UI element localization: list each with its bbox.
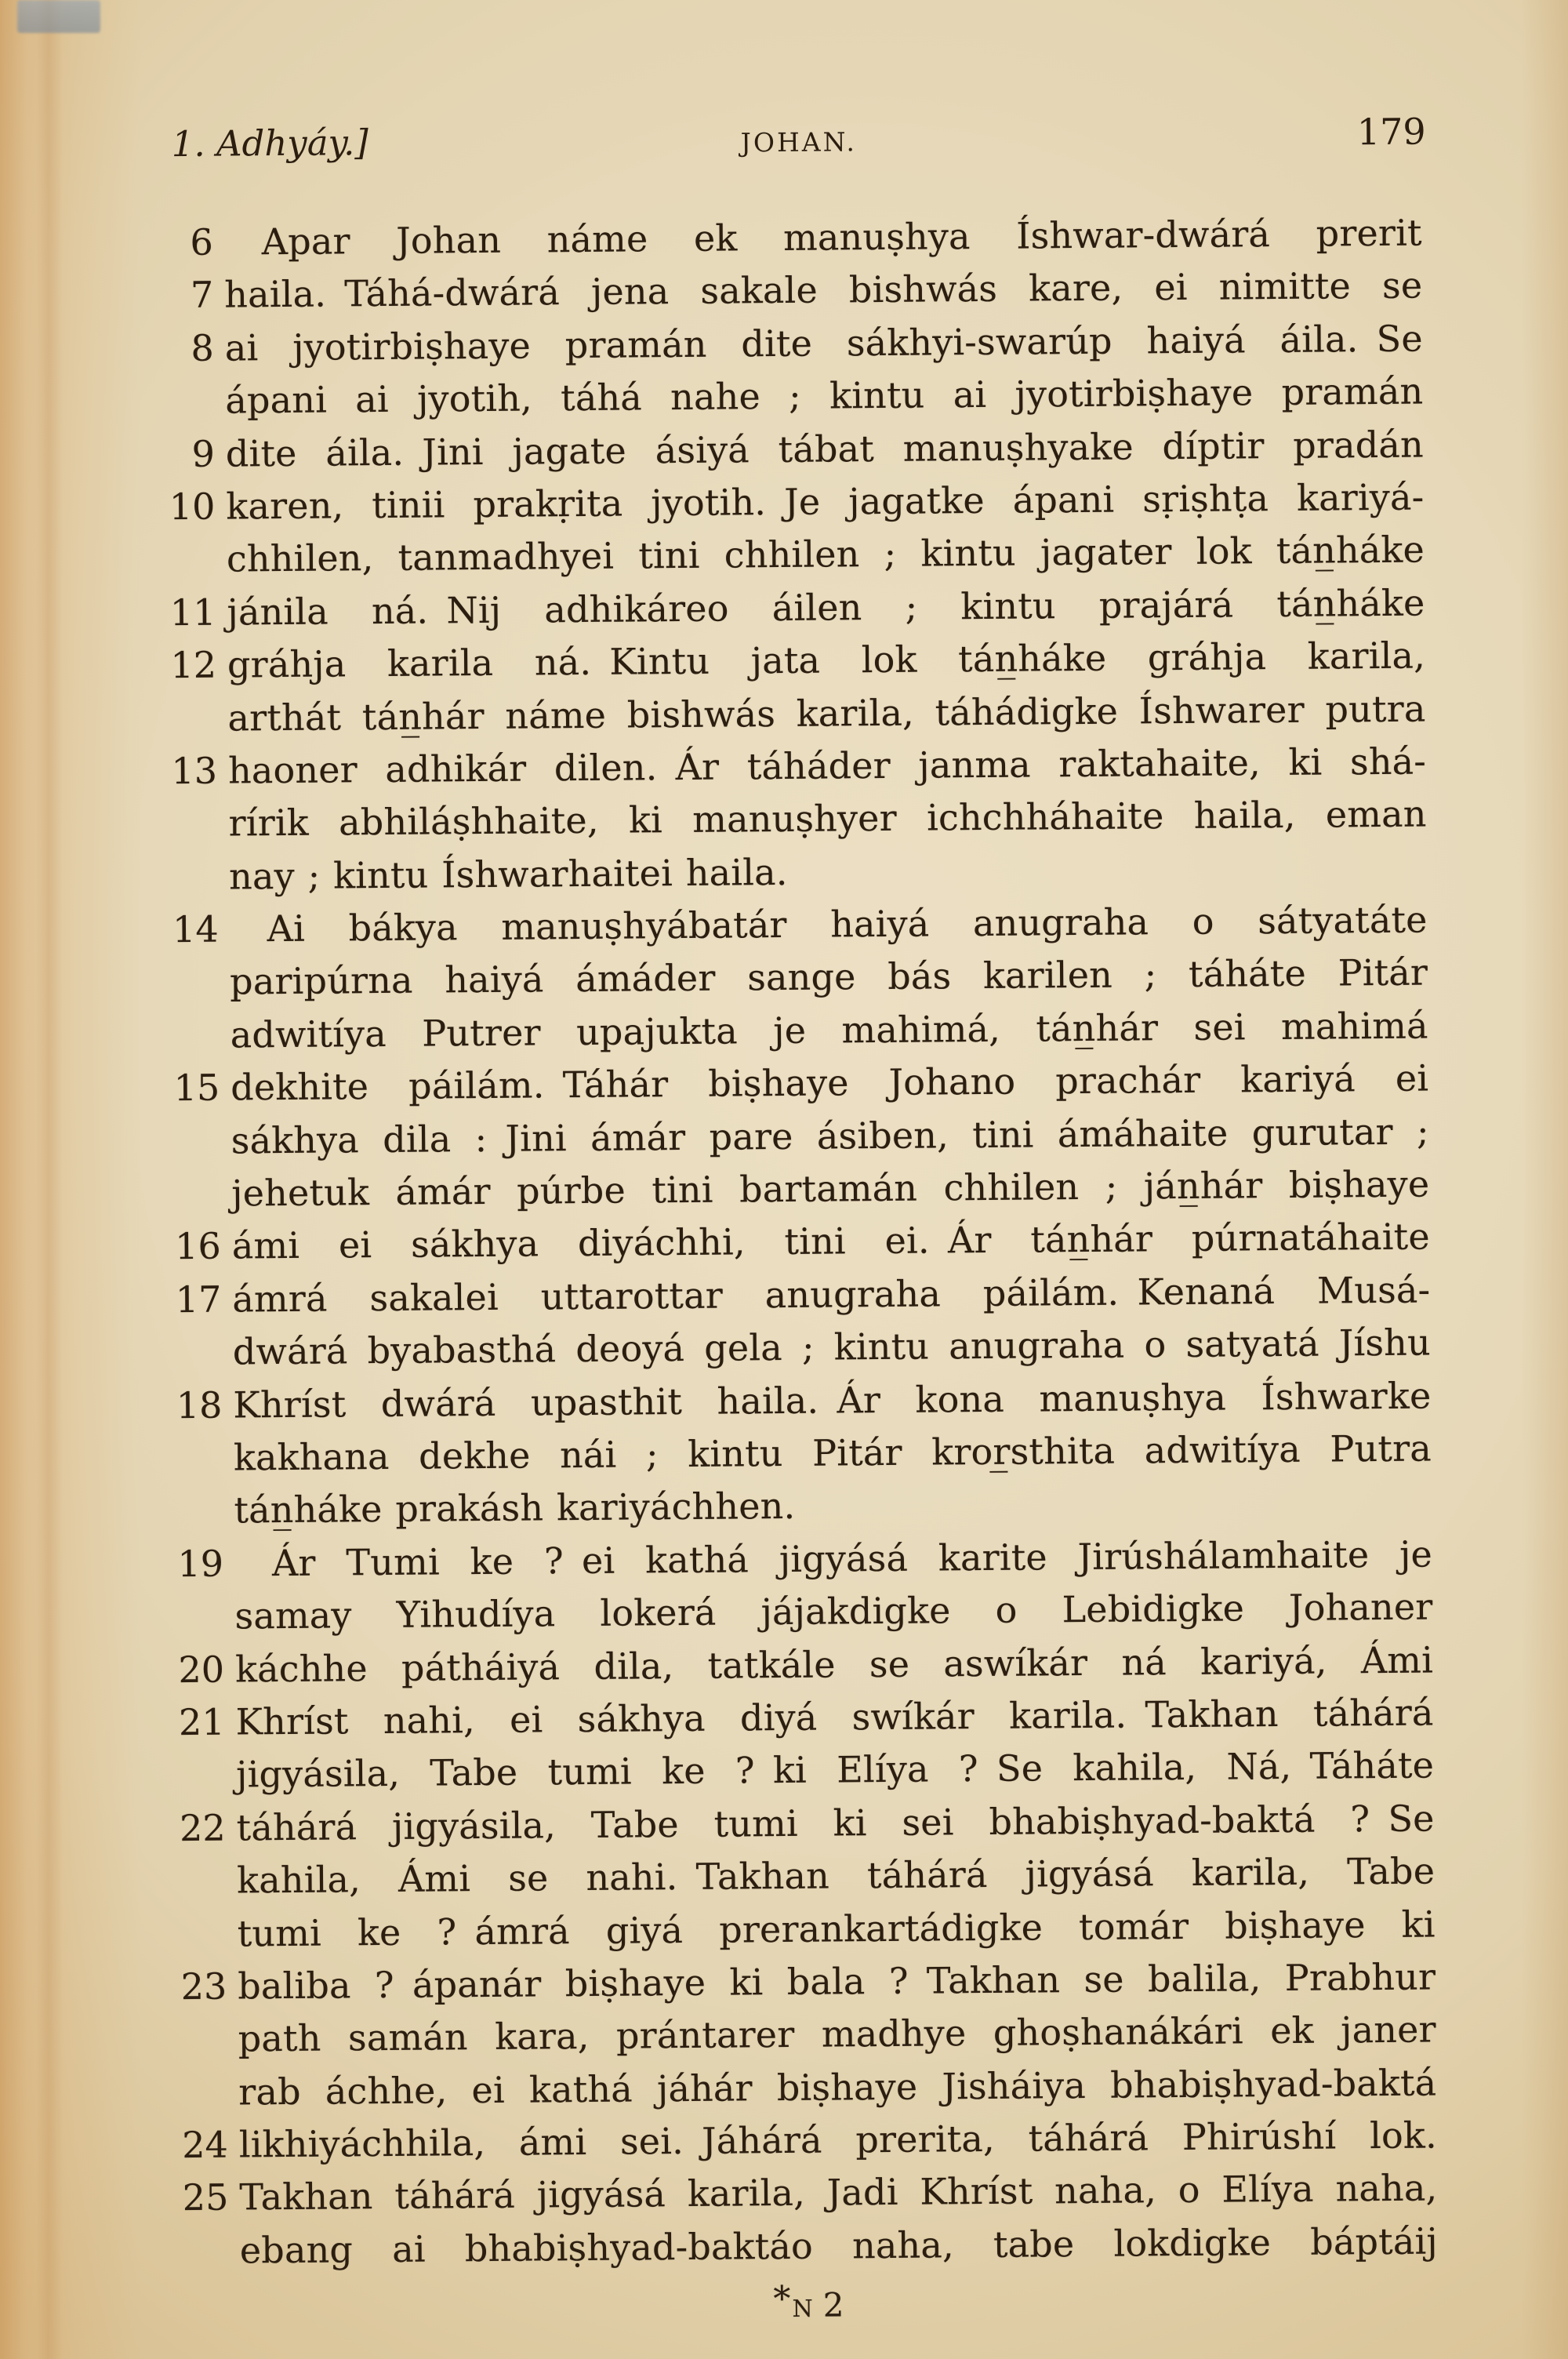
verse-number: 6 (190, 220, 213, 264)
verse-text: sákhya dila : Jini ámár pare ásiben, tini ámáhaite gurutar ; (230, 1110, 1429, 1162)
verse-number: 12 (170, 643, 217, 687)
text-line (171, 1263, 1430, 1326)
verse-number: 10 (169, 485, 216, 529)
verse-number (169, 1009, 220, 1063)
verse-text: gráhja karila ná. Kintu jata lok tán̲háke gráhja karila, (227, 634, 1426, 686)
verse-number (179, 2224, 230, 2277)
text-line (176, 1898, 1435, 1961)
verse-text: táhárá jigyásila, Tabe tumi ki sei bhabiṣhyad-baktá ? Se (236, 1797, 1435, 1849)
book-title-header: JOHAN. (740, 126, 858, 158)
verse-number (172, 1326, 223, 1379)
text-line (168, 894, 1427, 957)
verse-number: 11 (169, 591, 216, 634)
text-line (168, 841, 1427, 903)
verse-text: baliba ? ápanár biṣhaye ki bala ? Takhan se balila, Prabhur (238, 1955, 1436, 2008)
text-line (169, 1052, 1428, 1115)
verse-text: kakhana dekhe nái ; kintu Pitár kror̲sthita adwitíya Putra (233, 1427, 1432, 1479)
text-block (163, 207, 1439, 2278)
verse-number: 8 (191, 326, 215, 369)
text-line (170, 1158, 1429, 1221)
text-line (167, 788, 1426, 851)
signature-number: 2 (822, 2285, 844, 2324)
running-header (172, 111, 1426, 170)
text-line (165, 471, 1424, 534)
verse-number: 24 (182, 2123, 229, 2167)
text-line (179, 2215, 1438, 2277)
verse-text: kahila, Ámi se nahi. Takhan táhárá jigyásá karila, Tabe (236, 1849, 1436, 1902)
verse-text: jehetuk ámár púrbe tini bartamán chhilen ; ján̲hár biṣhaye (231, 1162, 1430, 1215)
verse-text: paripúrna haiyá ámáder sange bás karilen ; táháte Pitár (229, 951, 1428, 1004)
verse-text: likhiyáchhila, ámi sei. Jáhárá prerita, táhárá Phirúshí lok. (238, 2114, 1437, 2166)
verse-text: káchhe pátháiyá dila, tatkále se aswíkár ná kariyá, Ámi (234, 1638, 1434, 1691)
verse-number: 15 (173, 1066, 220, 1110)
verse-number (170, 1168, 221, 1221)
verse-number (164, 375, 215, 428)
verse-text: Ai bákya manuṣhyábatár haiyá anugraha o sátyatáte (267, 898, 1428, 951)
verse-number (176, 1855, 227, 1908)
verse-text: Takhan táhárá jigyásá karila, Jadi Khríst naha, o Elíya naha, (239, 2166, 1438, 2219)
text-line (176, 1950, 1436, 2013)
verse-text: ebang ai bhabiṣhyad-baktáo naha, tabe lokdigke báptáij (239, 2219, 1439, 2272)
verse-text: nay ; kintu Íshwarhaitei haila. (228, 850, 788, 898)
verse-number: 13 (171, 749, 218, 793)
text-line (177, 2004, 1436, 2066)
verse-text: Khríst dwárá upasthit haila. Ár kona manuṣhya Íshwarke (233, 1374, 1432, 1427)
verse-text: tumi ke ? ámrá giyá prerankartádigke tomár biṣhaye ki (237, 1903, 1436, 1955)
verse-number (165, 533, 216, 587)
verse-text: jigyásila, Tabe tumi ke ? ki Elíya ? Se kahila, Ná, Táháte (235, 1743, 1435, 1796)
verse-text: path samán kara, prántarer madhye ghoṣhanákári ek janer (238, 2008, 1436, 2060)
verse-text: tán̲háke prakásh kariyáchhen. (234, 1485, 796, 1532)
verse-number (168, 850, 219, 903)
verse-number: 9 (191, 432, 216, 475)
text-line (164, 365, 1423, 428)
text-line (174, 1686, 1433, 1749)
verse-text: dwárá byabasthá deoyá gela ; kintu anugraha o satyatá Jíshu (232, 1321, 1432, 1373)
verse-number: 18 (176, 1383, 223, 1427)
verse-text: Khríst nahi, ei sákhya diyá swíkár karila. Takhan táhárá (235, 1691, 1434, 1743)
text-line (164, 312, 1423, 375)
text-line (175, 1739, 1434, 1802)
verse-number: 20 (178, 1648, 225, 1691)
signature-asterisk: * (773, 2278, 791, 2320)
text-line (165, 418, 1424, 481)
verse-text: rírik abhiláṣhhaite, ki manuṣhyer ichchháhaite haila, eman (228, 792, 1427, 845)
verse-number (167, 798, 218, 851)
text-line (163, 260, 1422, 322)
text-line (178, 2110, 1437, 2172)
text-line (166, 682, 1425, 745)
verse-text: chhilen, tanmadhyei tini chhilen ; kintu jagater lok tán̲háke (226, 528, 1425, 580)
text-line (172, 1317, 1431, 1379)
verse-text: haila. Táhá-dwárá jena sakale bishwás kare, ei nimitte se (224, 264, 1423, 316)
verse-number (176, 1907, 227, 1961)
text-line (174, 1634, 1433, 1696)
verse-number: 17 (175, 1278, 222, 1321)
verse-text: adwitíya Putrer upajukta je mahimá, tán̲hár sei mahimá (230, 1004, 1428, 1056)
text-line (178, 2162, 1437, 2225)
text-line (169, 999, 1428, 1062)
verse-number (169, 956, 220, 1009)
text-line (171, 1211, 1430, 1274)
text-line (163, 207, 1422, 270)
verse-number (172, 1432, 223, 1485)
verse-number (177, 2066, 228, 2119)
verse-number: 19 (177, 1542, 224, 1585)
verse-number (177, 2013, 228, 2066)
verse-text: Apar Johan náme ek manuṣhya Íshwar-dwárá prerit (261, 211, 1422, 264)
verse-number: 23 (180, 1965, 227, 2008)
text-line (176, 1845, 1435, 1908)
verse-number: 25 (182, 2176, 229, 2219)
text-line (177, 2056, 1436, 2119)
verse-text: rab áchhe, ei kathá jáhár biṣhaye Jisháiya bhabiṣhyad-baktá (238, 2061, 1437, 2114)
verse-text: jánila ná. Nij adhikáreo áilen ; kintu prajárá tán̲háke (227, 581, 1425, 634)
verse-text: ámi ei sákhya diyáchhi, tini ei. Ár tán̲hár púrnatáhaite (231, 1215, 1430, 1267)
verse-number (175, 1749, 226, 1802)
verse-text: ámrá sakalei uttarottar anugraha páilám. Kenaná Musá- (232, 1268, 1431, 1321)
verse-number: 22 (179, 1806, 226, 1849)
verse-number (170, 1114, 221, 1168)
text-line (172, 1475, 1432, 1538)
text-line (165, 576, 1425, 639)
verse-text: karen, tinii prakṛita jyotih. Je jagatke ápani sṛiṣhṭa kariyá- (226, 475, 1425, 528)
verse-text: Ár Tumi ke ? ei kathá jigyásá karite Jirúshálamhaite je (271, 1532, 1433, 1584)
text-line (169, 947, 1428, 1009)
verse-text: ai jyotirbiṣhaye pramán dite sákhyi-swarúp haiyá áila. Se (224, 317, 1423, 369)
verse-text: haoner adhikár dilen. Ár táháder janma raktahaite, ki shá- (227, 740, 1427, 792)
verse-number: 16 (175, 1225, 222, 1268)
verse-number (173, 1590, 224, 1644)
verse-number (166, 692, 217, 745)
signature-mark (179, 2274, 1438, 2329)
verse-number: 14 (172, 907, 219, 951)
verse-text: arthát tán̲hár náme bishwás karila, táhádigke Íshwarer putra (227, 687, 1426, 740)
text-line (166, 630, 1425, 692)
text-line (167, 735, 1426, 798)
text-line (172, 1423, 1432, 1485)
text-line (165, 524, 1425, 587)
text-line (173, 1581, 1432, 1644)
verse-text: samay Yihudíya lokerá jájakdigke o Lebidigke Johaner (234, 1585, 1433, 1637)
text-line (172, 1369, 1431, 1432)
text-line (173, 1528, 1432, 1590)
text-line (170, 1105, 1429, 1168)
signature-letter: N (792, 2295, 814, 2323)
text-line (175, 1792, 1434, 1855)
verse-number: 21 (178, 1700, 225, 1744)
verse-number: 7 (190, 274, 214, 317)
page-number: 179 (1356, 110, 1426, 154)
verse-text: dite áila. Jini jagate ásiyá tábat manuṣhyake díptir pradán (225, 423, 1425, 475)
verse-text: dekhite páilám. Táhár biṣhaye Johano prachár kariyá ei (230, 1056, 1429, 1109)
chapter-header: 1. Adhyáy.] (171, 122, 369, 165)
verse-text: ápani ai jyotih, táhá nahe ; kintu ai jyotirbiṣhaye pramán (225, 369, 1424, 422)
verse-number (172, 1485, 223, 1538)
